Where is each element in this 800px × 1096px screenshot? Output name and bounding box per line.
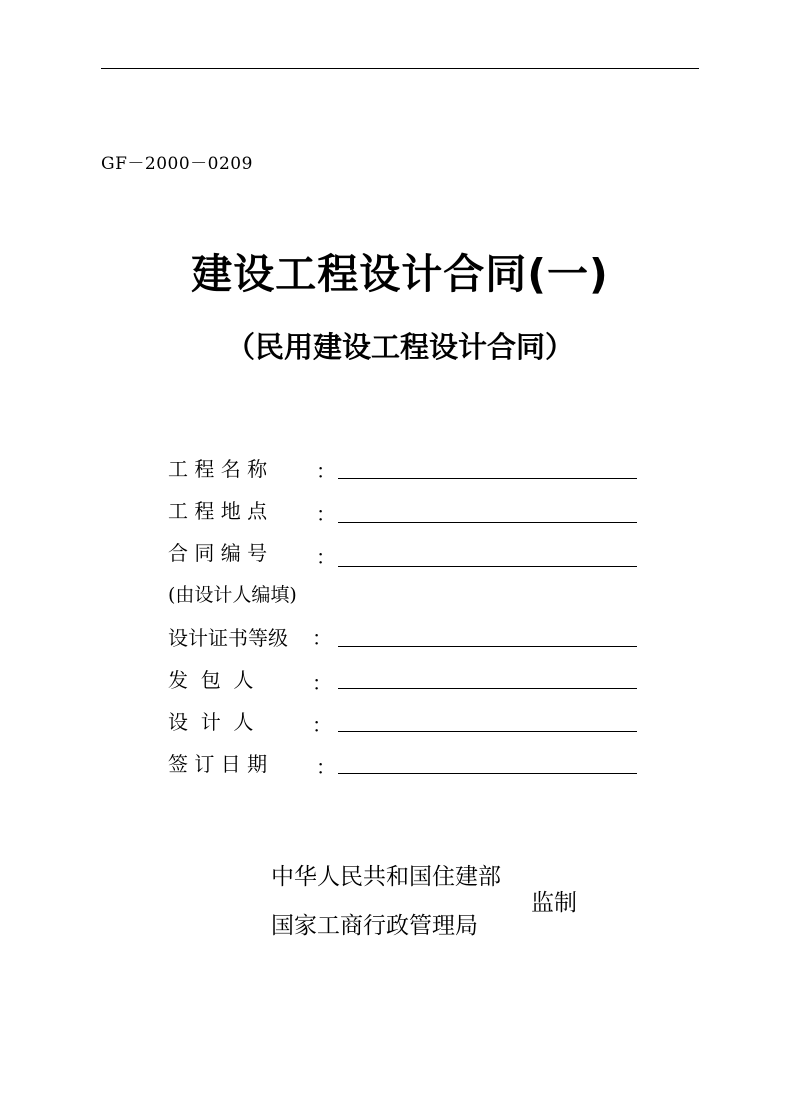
field-colon: ： (312, 713, 332, 737)
field-colon: ： (316, 545, 336, 569)
field-note-filled-by-designer: (由设计人编填) (168, 584, 297, 606)
field-input-contract-number[interactable] (338, 566, 637, 567)
supervised-by-label: 监制 (531, 890, 577, 916)
field-input-project-name[interactable] (338, 478, 637, 479)
document-title: 建设工程设计合同(一) (191, 250, 609, 298)
field-input-designer[interactable] (338, 731, 637, 732)
field-input-employer[interactable] (338, 688, 637, 689)
field-label-design-certificate-grade: 设计证书等级 (168, 626, 288, 650)
document-code: GF－2000－0209 (101, 154, 253, 174)
field-input-signing-date[interactable] (338, 773, 637, 774)
field-colon: ： (316, 755, 336, 779)
field-colon: ： (316, 502, 336, 526)
authority-ministry-housing: 中华人民共和国住建部 (271, 864, 501, 890)
field-label-contract-number: 合 同 编 号 (168, 541, 268, 565)
document-subtitle: （民用建设工程设计合同） (225, 330, 574, 364)
field-input-project-location[interactable] (338, 522, 637, 523)
authority-industry-commerce: 国家工商行政管理局 (271, 913, 478, 939)
field-colon: ： (312, 671, 332, 695)
field-label-project-location: 工 程 地 点 (168, 499, 268, 523)
top-divider (101, 68, 699, 69)
field-label-signing-date: 签 订 日 期 (168, 752, 268, 776)
field-label-employer: 发 包 人 (168, 668, 254, 692)
field-label-project-name: 工 程 名 称 (168, 457, 268, 481)
field-colon: ： (316, 459, 336, 483)
field-label-designer: 设 计 人 (168, 710, 254, 734)
field-input-design-certificate-grade[interactable] (338, 646, 637, 647)
field-colon: ： (312, 626, 332, 650)
